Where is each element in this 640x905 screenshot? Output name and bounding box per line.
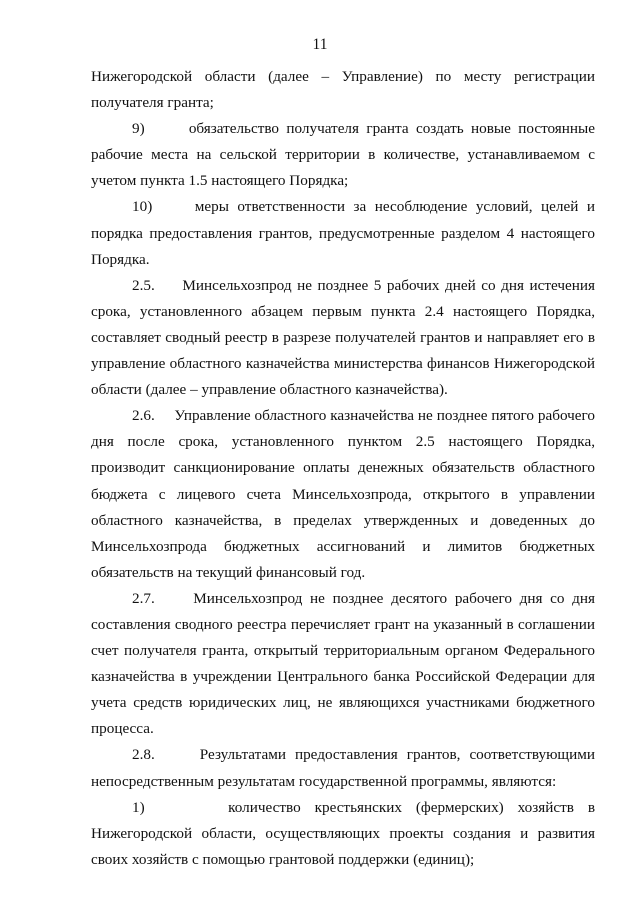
paragraph-2-8: 2.8. Результатами предоставления грантов, соответствующими непосредственным результатам государственной программы, являются: (91, 746, 595, 790)
paragraph-item-9: 9) обязательство получателя гранта создать новые постоянные рабочие места на сельской территории в количестве, устанавливаемом с учетом пункта 1.5 настоящего Порядка; (91, 120, 595, 190)
paragraph-result-1: 1) количество крестьянских (фермерских) хозяйств в Нижегородской области, осуществляющих проекты создания и развития своих хозяйств с помощью грантовой поддержки (единиц); (91, 798, 595, 868)
paragraph-2-5: 2.5. Минсельхозпрод не позднее 5 рабочих дней со дня истечения срока, установленного абзацем первым пункта 2.4 настоящего Порядка, составляет сводный реестр в разрезе получателей грантов и направляет его в управление областного казначейства министерства финансов Нижегородской области (далее – управление областного казначейства). (91, 276, 595, 399)
paragraph-item-10: 10) меры ответственности за несоблюдение условий, целей и порядка предоставления грантов, предусмотренные разделом 4 настоящего Порядка. (91, 198, 595, 268)
paragraph-continuation: Нижегородской области (далее – Управление) по месту регистрации получателя гранта; (91, 68, 595, 112)
document-body (91, 64, 595, 873)
paragraph-2-7: 2.7. Минсельхозпрод не позднее десятого рабочего дня со дня составления сводного реестра перечисляет грант на указанный в соглашении счет получателя гранта, открытый территориальным органом Федерального казначейства в учреждении Центрального банка Российской Федерации для учета средств юридических лиц, не являющихся участниками бюджетного процесса. (91, 589, 595, 738)
page-number: 11 (312, 36, 328, 53)
paragraph-2-6: 2.6. Управление областного казначейства не позднее пятого рабочего дня после срока, установленного пунктом 2.5 настоящего Порядка, производит санкционирование оплаты денежных обязательств областного бюджета с лицевого счета Минсельхозпрода, открытого в управлении областного казначейства, в пределах утвержденных и доведенных до Минсельхозпрода бюджетных ассигнований и лимитов бюджетных обязательств на текущий финансовый год. (91, 407, 595, 581)
